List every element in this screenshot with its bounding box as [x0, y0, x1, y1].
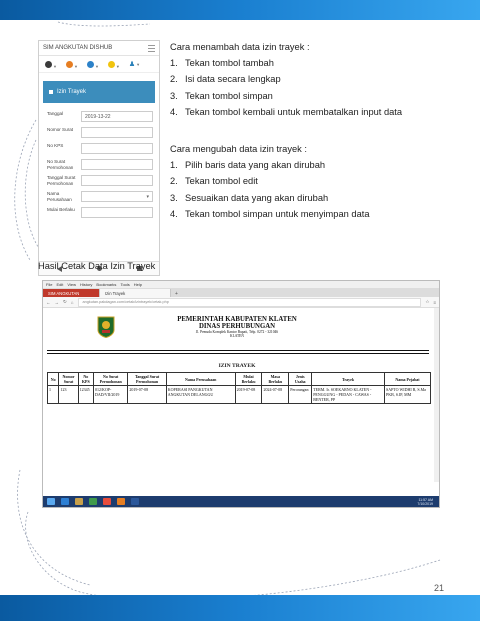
no-surat-permohonan-input[interactable] — [81, 159, 153, 170]
field-label: Tanggal — [47, 111, 64, 116]
field-label: Nomor Surat — [47, 127, 74, 132]
divider — [47, 353, 429, 354]
form-row — [47, 111, 153, 122]
app-title: SIM ANGKUTAN DISHUB — [43, 45, 113, 51]
column-header: Trayek — [312, 373, 385, 386]
menu-tools[interactable]: Tools — [120, 282, 130, 287]
app-header — [39, 41, 159, 56]
tanggal-input[interactable]: 2019-13-22 — [81, 111, 153, 122]
column-header: Tanggal Surat Permohonan — [128, 373, 166, 386]
column-header: Masa Berlaku — [262, 373, 289, 386]
reload-icon[interactable]: ↻ — [63, 299, 67, 304]
browser-screenshot — [42, 280, 440, 508]
tanggal-surat-permohonan-input[interactable] — [81, 175, 153, 186]
column-header: No Surat Permohonan — [93, 373, 127, 386]
table-cell: KOPERASI PANGKUTAN ANGKUTAN DELANGGU — [166, 386, 235, 404]
column-header: Mulai Berlaku — [235, 373, 262, 386]
bookmark-star-icon[interactable]: ☆ — [425, 299, 430, 304]
table-cell: TERM. Ir. SOEKARNO KLATEN - PENGGUNG - PEDAN - CAWAS - BENTER, PP — [312, 386, 385, 404]
table-cell: 123 — [59, 386, 78, 404]
nomor-surat-input[interactable] — [81, 127, 153, 138]
letterhead-line1: PEMERINTAH KABUPATEN KLATEN — [177, 316, 297, 323]
table-cell: 2019-07-08 — [128, 386, 166, 404]
form-row — [47, 207, 153, 218]
list-item: 1. Tekan tombol tambah — [170, 58, 274, 68]
word-icon[interactable] — [131, 498, 139, 505]
izin-trayek-form — [39, 103, 159, 218]
menu-help[interactable]: Help — [133, 282, 143, 287]
add-section-title: Cara menambah data izin trayek : — [170, 42, 310, 52]
browser-urlbar — [43, 297, 439, 308]
hasil-caption: Hasil Cetak Data Izin Trayek — [38, 261, 156, 271]
letterhead-line2: DINAS PERHUBUNGAN — [198, 323, 276, 330]
form-row — [47, 159, 153, 170]
menu-file[interactable]: File — [46, 282, 53, 287]
letterhead-address: Jl. Pemuda Komplek Kantor Bupati, Telp. 0272 - 321046 — [195, 330, 279, 334]
column-header: Jenis Usaha — [289, 373, 312, 386]
letterhead — [43, 316, 431, 338]
field-label: Nama Perusahaan — [47, 191, 72, 202]
table-cell: 012/KOP-DAD/VII/2019 — [93, 386, 127, 404]
list-item: 4. Tekan tombol simpan untuk menyimpan data — [170, 209, 370, 220]
list-item: 4. Tekan tombol kembali untuk membatalkan input data — [170, 107, 403, 118]
menu-view[interactable]: View — [67, 282, 76, 287]
new-tab-icon[interactable]: + — [175, 291, 178, 297]
list-item: 3. Tekan tombol simpan — [170, 90, 273, 101]
transaction-icon[interactable]: ▼ — [87, 55, 99, 73]
field-label: No KPS — [47, 143, 64, 148]
page-number: 21 — [433, 583, 444, 593]
column-header: Nomor Surat — [59, 373, 78, 386]
square-icon — [49, 90, 53, 94]
scrollbar[interactable] — [434, 308, 439, 482]
letterhead-city: KLATEN — [230, 334, 244, 338]
no-kps-input[interactable] — [81, 143, 153, 154]
data-icon[interactable]: ▼ — [66, 55, 78, 73]
table-row — [48, 386, 431, 404]
table-cell: 2024-07-08 — [262, 386, 289, 404]
list-item: 2. Isi data secara lengkap — [170, 74, 281, 85]
table-header-row — [48, 373, 431, 386]
list-item: 3. Sesuaikan data yang akan dirubah — [170, 192, 329, 203]
user-icon[interactable]: ♟▼ — [128, 61, 141, 68]
ie-icon[interactable] — [61, 498, 69, 505]
back-arrow-icon[interactable]: ← — [46, 299, 51, 305]
column-header: Nama Pejabat — [384, 373, 430, 386]
divider — [47, 350, 429, 351]
table-cell: 1 — [48, 386, 59, 404]
home-icon[interactable]: ⌂ — [70, 299, 74, 305]
menu-icon[interactable]: ≡ — [433, 299, 436, 305]
table-cell: SAPTO WIDHI R, S.Ma PKB, S.IP, MM — [384, 386, 430, 404]
windows-start-icon[interactable] — [47, 498, 55, 505]
url-input[interactable]: angkutan.pakdagan.com/cetak/izintrayek/cetak.php — [78, 298, 422, 307]
hamburger-menu-icon[interactable] — [148, 45, 155, 52]
report-icon[interactable]: ▼ — [108, 55, 120, 73]
forward-arrow-icon[interactable]: → — [54, 299, 59, 305]
tab-izin-trayek[interactable]: Izin Trayek — [100, 289, 171, 297]
column-header: No KPS — [78, 373, 93, 386]
form-row — [47, 191, 153, 202]
store-icon[interactable] — [89, 498, 97, 505]
print-document — [43, 308, 439, 482]
mulai-berlaku-input[interactable] — [81, 207, 153, 218]
column-header: No — [48, 373, 59, 386]
add-instructions — [170, 42, 402, 124]
menu-history[interactable]: History — [79, 282, 93, 287]
firefox-icon[interactable] — [117, 498, 125, 505]
list-item: 2. Tekan tombol edit — [170, 176, 258, 187]
nama-perusahaan-select[interactable] — [81, 191, 153, 202]
form-row — [47, 143, 153, 154]
document-title: IZIN TRAYEK — [218, 363, 256, 369]
field-label: Tanggal Surat Permohonan — [47, 175, 76, 186]
taskbar-clock: 11:57 AM 7/10/2019 — [417, 497, 433, 506]
bottom-banner — [0, 595, 480, 621]
dashboard-icon[interactable]: ▼ — [45, 55, 57, 73]
panel-title: Izin Trayek — [57, 89, 87, 95]
field-label: No Surat Permohonan — [47, 159, 74, 170]
browser-tabs — [43, 288, 439, 297]
form-row — [47, 175, 153, 186]
table-cell: 2019-07-08 — [235, 386, 262, 404]
edit-instructions — [170, 144, 370, 226]
panel-header — [43, 81, 155, 103]
toolbar-icons — [39, 56, 159, 73]
menu-bookmarks[interactable]: Bookmarks — [96, 282, 117, 287]
windows-taskbar — [43, 496, 439, 507]
list-item: 1. Pilih baris data yang akan dirubah — [170, 160, 326, 170]
table-cell: 12345 — [78, 386, 93, 404]
edit-section-title: Cara mengubah data izin trayek : — [170, 144, 307, 154]
chevron-down-icon: ▾ — [146, 194, 149, 200]
phone-screenshot — [38, 40, 160, 276]
chrome-icon[interactable] — [103, 498, 111, 505]
browser-menubar — [43, 281, 439, 288]
form-row — [47, 127, 153, 138]
top-banner — [0, 0, 480, 20]
folder-icon[interactable] — [75, 498, 83, 505]
tab-sim-angkutan[interactable]: SIM ANGKUTAN — [43, 289, 100, 297]
column-header: Nama Perusahaan — [166, 373, 235, 386]
menu-edit[interactable]: Edit — [56, 282, 64, 287]
field-label: Mulai Berlaku — [47, 207, 75, 212]
izin-trayek-table — [47, 372, 431, 404]
table-cell: Perorangan — [289, 386, 312, 404]
